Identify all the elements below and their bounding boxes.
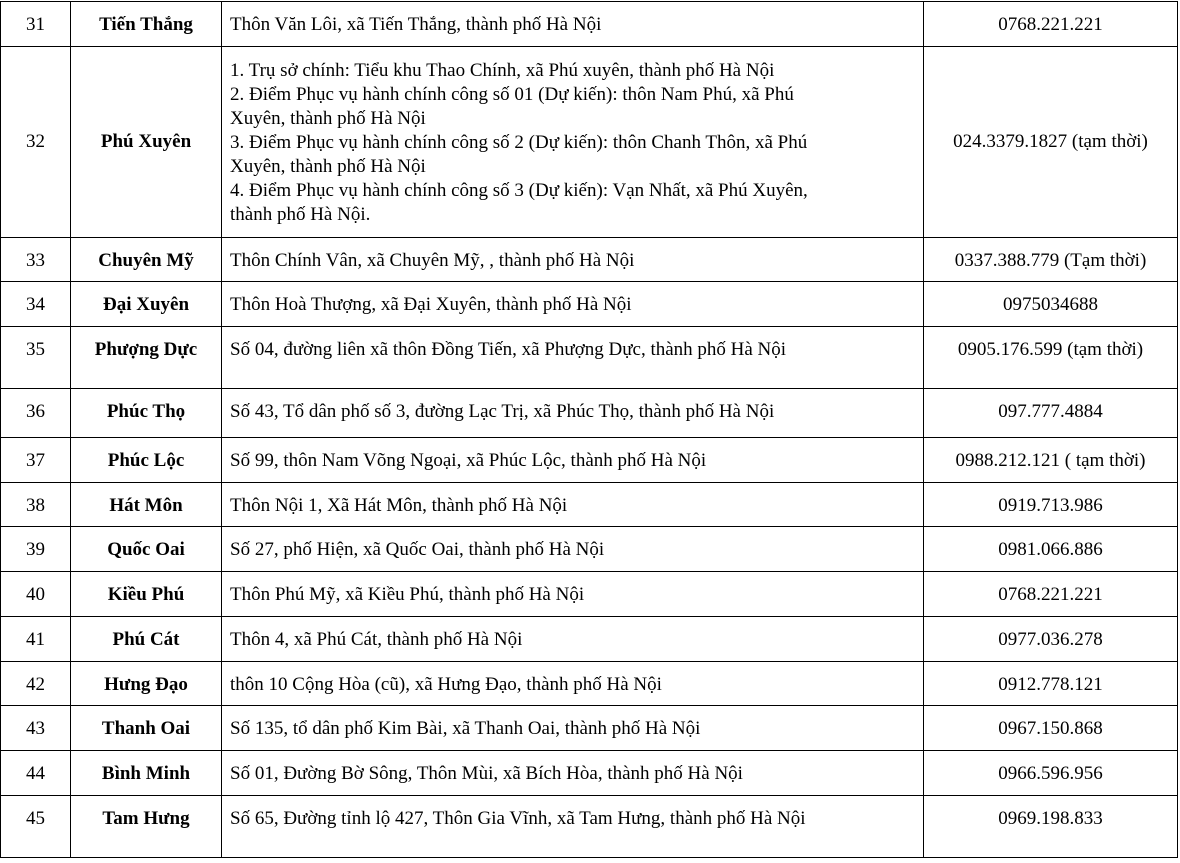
address-line: 1. Trụ sở chính: Tiểu khu Thao Chính, xã Phú xuyên, thành phố Hà Nội	[230, 60, 775, 81]
row-number-cell: 35	[1, 327, 71, 389]
phone-cell: 0981.066.886	[924, 527, 1178, 572]
row-number-cell: 33	[1, 238, 71, 282]
phone-cell: 0966.596.956	[924, 751, 1178, 796]
phone-cell: 0967.150.868	[924, 706, 1178, 751]
phone-cell: 024.3379.1827 (tạm thời)	[924, 47, 1178, 238]
commune-name-cell: Phú Xuyên	[71, 47, 222, 238]
phone-cell: 0919.713.986	[924, 483, 1178, 527]
commune-name-cell: Phượng Dực	[71, 327, 222, 389]
address-cell	[222, 47, 924, 238]
commune-name-cell: Bình Minh	[71, 751, 222, 796]
phone-cell: 0988.212.121 ( tạm thời)	[924, 438, 1178, 483]
row-number-cell: 44	[1, 751, 71, 796]
commune-name-cell: Thanh Oai	[71, 706, 222, 751]
table-row	[1, 438, 1178, 483]
table-row	[1, 572, 1178, 617]
address-cell: Thôn Hoà Thượng, xã Đại Xuyên, thành phố Hà Nội	[222, 282, 924, 327]
row-number-cell: 34	[1, 282, 71, 327]
phone-cell: 0768.221.221	[924, 2, 1178, 47]
row-number-cell: 40	[1, 572, 71, 617]
address-cell: Thôn Văn Lôi, xã Tiến Thắng, thành phố Hà Nội	[222, 2, 924, 47]
table-row	[1, 527, 1178, 572]
table-row	[1, 389, 1178, 438]
table-row	[1, 796, 1178, 858]
phone-cell: 0969.198.833	[924, 796, 1178, 858]
address-cell: Số 99, thôn Nam Võng Ngoại, xã Phúc Lộc, thành phố Hà Nội	[222, 438, 924, 483]
phone-cell: 0912.778.121	[924, 662, 1178, 706]
commune-office-table	[0, 1, 1178, 858]
table-row	[1, 282, 1178, 327]
commune-name-cell: Phúc Thọ	[71, 389, 222, 438]
table-body	[1, 2, 1178, 858]
row-number-cell: 36	[1, 389, 71, 438]
table-row	[1, 47, 1178, 238]
table-row	[1, 483, 1178, 527]
address-cell: Số 65, Đường tỉnh lộ 427, Thôn Gia Vĩnh, xã Tam Hưng, thành phố Hà Nội	[222, 796, 924, 858]
table-row	[1, 617, 1178, 662]
address-line: thành phố Hà Nội.	[230, 204, 371, 225]
table-row	[1, 238, 1178, 282]
address-line: 3. Điểm Phục vụ hành chính công số 2 (Dự kiến): thôn Chanh Thôn, xã Phú	[230, 132, 808, 153]
address-cell: Số 04, đường liên xã thôn Đồng Tiến, xã Phượng Dực, thành phố Hà Nội	[222, 327, 924, 389]
phone-cell: 0975034688	[924, 282, 1178, 327]
address-line: Xuyên, thành phố Hà Nội	[230, 156, 426, 177]
row-number-cell: 31	[1, 2, 71, 47]
row-number-cell: 32	[1, 47, 71, 238]
commune-name-cell: Hưng Đạo	[71, 662, 222, 706]
phone-cell: 0905.176.599 (tạm thời)	[924, 327, 1178, 389]
row-number-cell: 41	[1, 617, 71, 662]
row-number-cell: 42	[1, 662, 71, 706]
address-cell: Số 135, tổ dân phố Kim Bài, xã Thanh Oai, thành phố Hà Nội	[222, 706, 924, 751]
commune-name-cell: Hát Môn	[71, 483, 222, 527]
table-row	[1, 662, 1178, 706]
row-number-cell: 38	[1, 483, 71, 527]
address-cell: Số 27, phố Hiện, xã Quốc Oai, thành phố Hà Nội	[222, 527, 924, 572]
row-number-cell: 45	[1, 796, 71, 858]
table-row	[1, 2, 1178, 47]
table-row	[1, 327, 1178, 389]
table-row	[1, 706, 1178, 751]
address-cell: thôn 10 Cộng Hòa (cũ), xã Hưng Đạo, thành phố Hà Nội	[222, 662, 924, 706]
phone-cell: 0768.221.221	[924, 572, 1178, 617]
table-row	[1, 751, 1178, 796]
address-cell: Thôn 4, xã Phú Cát, thành phố Hà Nội	[222, 617, 924, 662]
row-number-cell: 37	[1, 438, 71, 483]
address-cell: Số 43, Tổ dân phố số 3, đường Lạc Trị, xã Phúc Thọ, thành phố Hà Nội	[222, 389, 924, 438]
phone-cell: 097.777.4884	[924, 389, 1178, 438]
address-cell: Thôn Chính Vân, xã Chuyên Mỹ, , thành phố Hà Nội	[222, 238, 924, 282]
commune-name-cell: Phúc Lộc	[71, 438, 222, 483]
row-number-cell: 39	[1, 527, 71, 572]
commune-name-cell: Tam Hưng	[71, 796, 222, 858]
row-number-cell: 43	[1, 706, 71, 751]
commune-name-cell: Kiều Phú	[71, 572, 222, 617]
commune-name-cell: Phú Cát	[71, 617, 222, 662]
phone-cell: 0337.388.779 (Tạm thời)	[924, 238, 1178, 282]
address-cell: Thôn Nội 1, Xã Hát Môn, thành phố Hà Nội	[222, 483, 924, 527]
commune-name-cell: Quốc Oai	[71, 527, 222, 572]
commune-name-cell: Chuyên Mỹ	[71, 238, 222, 282]
address-line: 4. Điểm Phục vụ hành chính công số 3 (Dự kiến): Vạn Nhất, xã Phú Xuyên,	[230, 180, 808, 201]
address-cell: Thôn Phú Mỹ, xã Kiều Phú, thành phố Hà Nội	[222, 572, 924, 617]
address-line: 2. Điểm Phục vụ hành chính công số 01 (Dự kiến): thôn Nam Phú, xã Phú	[230, 84, 794, 105]
commune-name-cell: Tiến Thắng	[71, 2, 222, 47]
phone-cell: 0977.036.278	[924, 617, 1178, 662]
address-cell: Số 01, Đường Bờ Sông, Thôn Mùi, xã Bích Hòa, thành phố Hà Nội	[222, 751, 924, 796]
address-line: Xuyên, thành phố Hà Nội	[230, 108, 426, 129]
commune-name-cell: Đại Xuyên	[71, 282, 222, 327]
